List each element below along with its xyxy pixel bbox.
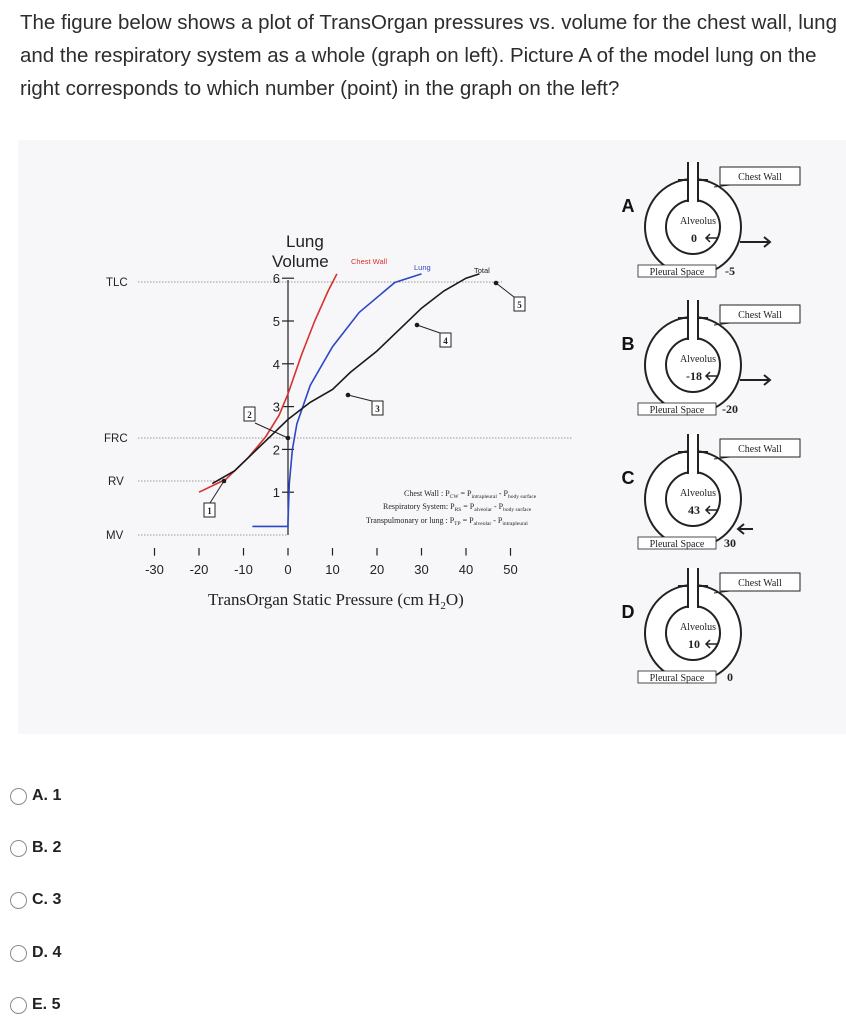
point-label-3: 3 [375, 404, 380, 414]
legend-respiratory: Respiratory System: $P_{RS} = P_{alveolar} - P_{body surface}$ [383, 502, 532, 513]
x-tick-label: 10 [325, 562, 340, 577]
pleural-pressure: 0 [727, 670, 733, 684]
airway-gap [688, 300, 698, 340]
alveolus-circle [666, 338, 720, 392]
inward-arrow-icon [738, 524, 753, 534]
x-tick-label: -20 [189, 562, 209, 577]
model-b [622, 300, 801, 416]
alveolus-pressure: -18 [686, 369, 702, 383]
model-a [622, 162, 801, 278]
x-tick-label: -30 [145, 562, 164, 577]
pleural-label: Pleural Space [649, 405, 705, 416]
alveolus-label: Alveolus [679, 622, 717, 633]
answer-label: E. 5 [32, 996, 61, 1013]
outward-arrow-icon [740, 237, 770, 247]
answer-label: C. 3 [32, 891, 62, 908]
y-title-1: Lung [286, 232, 324, 251]
chest-wall-label: Chest Wall [738, 444, 782, 455]
label-total: Total [474, 266, 490, 275]
model-lungs [622, 162, 801, 684]
chest-wall-label: Chest Wall [738, 172, 782, 183]
alveolus-circle [666, 606, 720, 660]
model-letter: D [621, 602, 635, 622]
answer-label: B. 2 [32, 839, 62, 856]
pleural-label: Pleural Space [649, 673, 705, 684]
alveolus-label: Alveolus [679, 488, 717, 499]
y-tick-label: 3 [272, 399, 280, 415]
point-label-2: 2 [247, 410, 252, 420]
label-chest-wall: Chest Wall [351, 257, 387, 266]
airway-gap [688, 162, 698, 202]
answer-label: A. 1 [32, 787, 62, 804]
airway-gap [688, 568, 698, 608]
x-tick-label: 20 [369, 562, 385, 577]
point-label-4: 4 [443, 336, 448, 346]
chest-wall-label: Chest Wall [738, 578, 782, 589]
outward-arrow-icon [740, 375, 770, 385]
level-mv: MV [106, 530, 124, 542]
pleural-label: Pleural Space [649, 539, 705, 550]
x-tick-label: 0 [284, 562, 292, 577]
point-label-1: 1 [207, 506, 212, 516]
level-frc: FRC [104, 433, 128, 445]
pleural-pressure: -5 [725, 264, 735, 278]
answer-option-c[interactable] [10, 888, 61, 912]
radio-button[interactable] [10, 945, 27, 962]
alveolus-circle [666, 472, 720, 526]
y-tick-label: 1 [272, 485, 280, 501]
radio-button[interactable] [10, 788, 27, 805]
point-label-5: 5 [517, 300, 522, 310]
answer-option-b[interactable] [10, 836, 61, 860]
alveolus-label: Alveolus [679, 354, 717, 365]
airway-gap [688, 434, 698, 474]
level-tlc: TLC [106, 277, 128, 289]
figure-svg [18, 140, 846, 734]
label-lung: Lung [414, 263, 431, 272]
x-tick-label: 40 [458, 562, 474, 577]
chest-wall-curve [199, 274, 337, 492]
model-d [622, 568, 801, 684]
answer-option-d[interactable] [10, 941, 61, 965]
question-text: The figure below shows a plot of TransOrgan pressures vs. volume for the chest wall, lung and the respiratory system as a whole (graph on left). Picture A of the model lung on the right corresponds to which number (point) in the graph on the left? [20, 11, 837, 100]
x-tick-label: 50 [503, 562, 518, 577]
alveolus-label: Alveolus [679, 216, 717, 227]
answer-option-e[interactable] [10, 993, 60, 1017]
model-c [622, 434, 801, 550]
answer-option-a[interactable] [10, 784, 61, 808]
pleural-label: Pleural Space [649, 267, 705, 278]
y-tick-label: 6 [272, 271, 280, 287]
radio-button[interactable] [10, 840, 27, 857]
x-tick-label: 30 [414, 562, 429, 577]
y-tick-label: 2 [272, 442, 280, 458]
model-letter: A [621, 196, 635, 216]
figure-panel [18, 140, 846, 734]
alveolus-circle [666, 200, 720, 254]
alveolus-pressure: 0 [691, 231, 697, 245]
chest-wall-label: Chest Wall [738, 310, 782, 321]
radio-button[interactable] [10, 892, 27, 909]
y-tick-label: 4 [272, 356, 280, 372]
pleural-pressure: 30 [724, 536, 736, 550]
model-letter: B [621, 334, 635, 354]
answer-label: D. 4 [32, 944, 62, 961]
legend-chest-wall: Chest Wall : $P_{CW} = P_{intrapleural} - P_{body surface}$ [404, 489, 537, 500]
radio-button[interactable] [10, 997, 27, 1014]
y-tick-label: 5 [272, 314, 280, 329]
x-tick-label: -10 [234, 562, 253, 577]
x-title: TransOrgan Static Pressure (cm $H_2O$) [208, 590, 464, 612]
level-rv: RV [108, 476, 124, 488]
alveolus-pressure: 10 [688, 637, 700, 651]
y-title-2: Volume [272, 252, 329, 271]
pleural-pressure: -20 [722, 402, 738, 416]
alveolus-pressure: 43 [688, 503, 700, 517]
x-ticks [145, 548, 518, 577]
model-letter: C [621, 468, 635, 488]
legend-transpulmonary: Transpulmonary or lung : $P_{TP} = P_{alveolar} - P_{intrapleural}$ [366, 516, 528, 527]
